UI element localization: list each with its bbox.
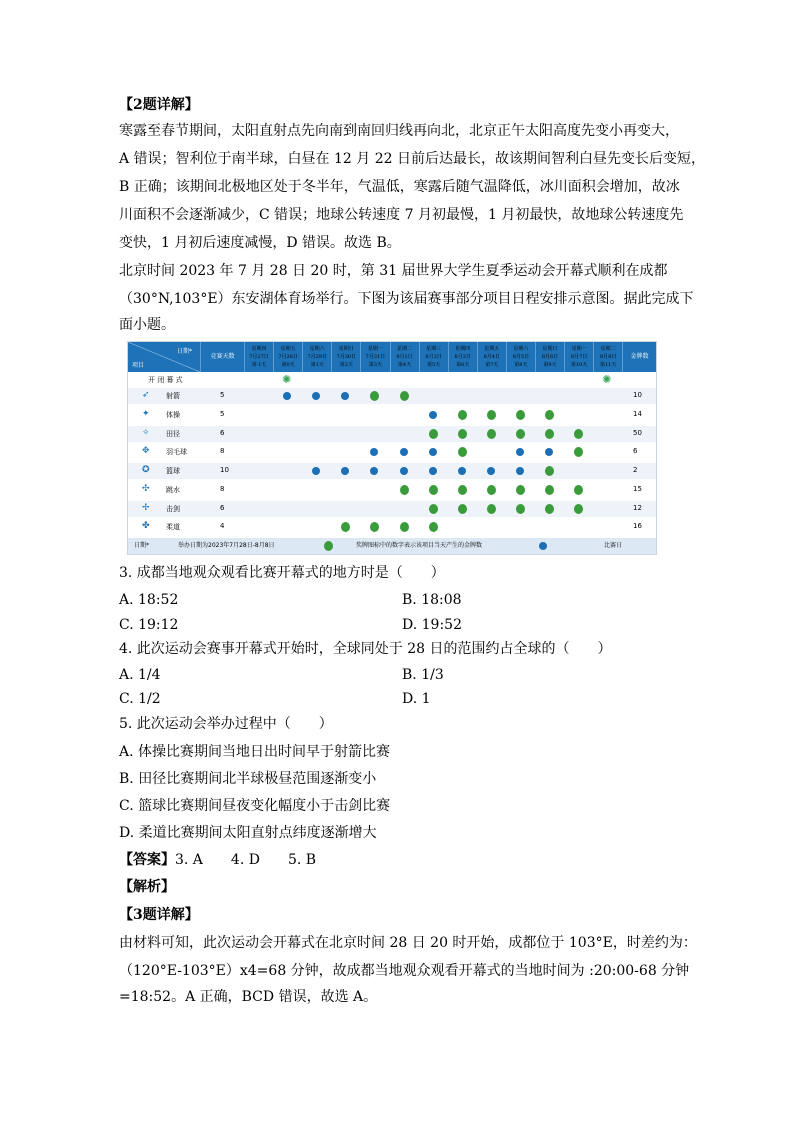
firework-icon: ✺ <box>602 373 612 386</box>
date-header-cell <box>506 342 535 372</box>
sport-icon: ✣ <box>142 483 150 494</box>
date-header-cell <box>390 342 419 372</box>
answer-line <box>119 847 679 873</box>
table-row <box>128 463 656 479</box>
match-day-dot <box>545 448 553 456</box>
date-header-day: 第10天 <box>570 362 588 368</box>
intro-line-3: 面小题。 <box>119 317 175 333</box>
q3-option-d: D. 19:52 <box>402 617 462 633</box>
medal-icon <box>574 447 583 457</box>
date-header-day: 第0天 <box>281 362 295 368</box>
ceremony-label: 开 闭 幕 式 <box>148 376 183 384</box>
q3-detail-line-2: （120°E-103°E）x4=68 分钟，故成都当地观众观看开幕式的当地时间为 :20:00-68 分钟 <box>119 963 690 979</box>
match-day-dot <box>283 392 291 400</box>
q3-detail-line-1: 由材料可知，此次运动会开幕式在北京时间 28 日 20 时开始，成都位于 103°E，时差约为： <box>119 935 697 951</box>
match-day-dot <box>312 467 320 475</box>
q3-detail-title: 【3题详解】 <box>119 907 199 923</box>
date-header-date: 8月6日 <box>541 354 559 360</box>
sport-icon: ✥ <box>142 446 150 457</box>
match-day-dot <box>370 448 378 456</box>
date-header-wk: 星期五 <box>484 346 500 352</box>
date-header-date: 8月2日 <box>425 354 442 360</box>
competition-days: 5 <box>220 391 225 399</box>
date-header-day: 第-1天 <box>251 362 267 368</box>
date-header-wk: 星期日 <box>542 346 558 352</box>
q5-option-a: A. 体操比赛期间当地日出时间早于射箭比赛 <box>119 744 391 760</box>
medal-icon <box>458 429 467 439</box>
q4-option-d: D. 1 <box>402 691 431 707</box>
sport-icon: ✧ <box>142 427 150 438</box>
date-header-day: 第3天 <box>368 362 382 368</box>
sport-icon: ✤ <box>142 521 150 532</box>
date-header-day: 第7天 <box>485 362 499 368</box>
medal-icon <box>370 391 379 401</box>
answer-values: 3. A 4. D 5. B <box>175 852 317 868</box>
medal-icon <box>487 429 496 439</box>
medal-icon <box>429 429 438 439</box>
medal-icon <box>429 504 438 514</box>
ceremony-row <box>128 372 656 388</box>
days-header: 竞赛天数 <box>200 342 244 372</box>
date-header-cell <box>564 342 593 372</box>
date-header-day: 第8天 <box>514 362 528 368</box>
sport-icon: ✪ <box>142 465 150 475</box>
legend-medal-icon <box>324 541 333 551</box>
schedule-table <box>127 341 657 555</box>
date-header-date: 8月7日 <box>570 354 588 360</box>
table-corner <box>128 342 200 372</box>
medal-icon <box>574 485 583 495</box>
medal-icon <box>458 485 467 495</box>
table-row <box>128 426 656 442</box>
competition-days: 8 <box>220 447 225 456</box>
match-day-dot <box>429 411 437 419</box>
date-header-wk: 星期一 <box>571 346 587 352</box>
q4-option-b: B. 1/3 <box>402 667 444 683</box>
date-header-wk: 星期四 <box>455 346 471 352</box>
medal-icon <box>458 447 467 457</box>
sport-name: 柔道 <box>166 523 180 532</box>
competition-days: 6 <box>220 503 225 512</box>
date-header-day: 第5天 <box>427 362 441 368</box>
medal-icon <box>458 504 467 514</box>
table-row <box>128 482 656 498</box>
date-header-cell <box>302 342 331 372</box>
medal-icon <box>487 410 496 420</box>
gold-header: 金牌数 <box>622 342 656 372</box>
medal-icon <box>400 522 409 532</box>
sport-name: 体操 <box>166 410 180 419</box>
foot-date: 日期* <box>134 542 150 549</box>
date-header-date: 8月8日 <box>600 354 617 360</box>
competition-days: 5 <box>220 409 225 418</box>
date-header-day: 第1天 <box>310 362 324 368</box>
medal-icon <box>516 429 525 439</box>
q3-option-c: C. 19:12 <box>119 617 179 633</box>
match-day-dot <box>370 467 378 475</box>
date-header-wk: 星期六 <box>513 346 529 352</box>
match-day-dot <box>487 467 495 475</box>
legend-dot-icon <box>539 542 547 550</box>
intro-line-1: 北京时间 2023 年 7 月 28 日 20 时，第 31 届世界大学生夏季运动会开幕式顺利在成都 <box>119 263 668 279</box>
q5-option-c: C. 篮球比赛期间昼夜变化幅度小于击剑比赛 <box>119 798 391 814</box>
match-day-dot <box>458 467 466 475</box>
date-header-wk: 星期二 <box>600 346 616 352</box>
medal-icon <box>545 466 554 476</box>
foot-medal-note: 奖牌图标中的数字表示该项目当天产生的金牌数 <box>356 542 483 549</box>
medal-icon <box>400 485 409 495</box>
match-day-dot <box>516 448 524 456</box>
date-header-date: 8月1日 <box>396 354 413 360</box>
date-header-day: 第9天 <box>543 362 557 368</box>
q5-option-d: D. 柔道比赛期间太阳直射点纬度逐渐增大 <box>119 825 377 841</box>
gold-count: 14 <box>633 409 642 418</box>
competition-days: 10 <box>220 466 229 474</box>
match-day-dot <box>312 392 320 400</box>
medal-icon <box>574 504 583 514</box>
q5-stem: 5. 此次运动会举办过程中（ ） <box>119 716 333 732</box>
match-day-dot <box>516 467 524 475</box>
date-header-date: 7月27日 <box>249 354 269 360</box>
date-header-wk: 星期五 <box>280 346 296 352</box>
q4-option-a: A. 1/4 <box>119 667 161 683</box>
q4-stem: 4. 此次运动会赛事开幕式开始时，全球同处于 28 日的范围约占全球的（ ） <box>119 641 612 657</box>
firework-icon: ✺ <box>282 373 292 386</box>
medal-icon <box>370 522 379 532</box>
q2-line-1: 寒露至春节期间，太阳直射点先向南到南回归线再向北，北京正午太阳高度先变小再变大， <box>119 123 679 139</box>
medal-icon <box>545 504 554 514</box>
sport-name: 篮球 <box>166 467 180 475</box>
match-day-dot <box>341 392 349 400</box>
medal-icon <box>545 485 554 495</box>
table-row <box>128 519 656 535</box>
date-header-date: 8月3日 <box>454 354 471 360</box>
medal-icon <box>516 485 525 495</box>
medal-icon <box>516 410 525 420</box>
date-header-cell <box>419 342 448 372</box>
sport-name: 羽毛球 <box>166 448 187 457</box>
date-header-cell <box>331 342 360 372</box>
date-header-cell <box>448 342 477 372</box>
q2-line-2: A 错误；智利位于南半球，白昼在 12 月 22 日前后达最长，故该期间智利白昼先变长后变短， <box>119 151 705 167</box>
gold-count: 50 <box>633 428 642 437</box>
medal-icon <box>516 504 525 514</box>
gold-count: 15 <box>633 484 642 493</box>
q3-option-a: A. 18:52 <box>119 592 179 608</box>
date-header-date: 7月30日 <box>336 354 357 360</box>
foot-note: 举办日期为2023年7月28日-8月8日 <box>178 542 275 549</box>
date-header-date: 7月28日 <box>278 354 298 360</box>
q3-option-b: B. 18:08 <box>402 592 462 608</box>
q2-line-4: 川面积不会逐渐减少，C 错误；地球公转速度 7 月初最慢，1 月初最快，故地球公转速度先 <box>119 207 684 223</box>
match-day-dot <box>341 467 349 475</box>
medal-icon <box>400 391 409 401</box>
match-day-dot <box>429 467 437 475</box>
date-header-date: 7月29日 <box>307 354 327 360</box>
analysis-label: 【解析】 <box>119 879 175 895</box>
date-header-cell <box>593 342 622 372</box>
sport-name: 跳水 <box>166 485 180 494</box>
q2-line-5: 变快，1 月初后速度减慢，D 错误。故选 B。 <box>119 235 401 251</box>
table-row <box>128 407 656 423</box>
competition-days: 6 <box>220 428 225 437</box>
medal-icon <box>341 522 350 532</box>
competition-days: 8 <box>220 484 225 493</box>
intro-line-2: （30°N,103°E）东安湖体育场举行。下图为该届赛事部分项目日程安排示意图。据此完成下 <box>119 291 694 307</box>
gold-count: 2 <box>633 466 638 474</box>
corner-date-label: 日期* <box>176 348 192 355</box>
table-footer <box>128 538 656 554</box>
date-header-day: 第6天 <box>456 362 470 368</box>
gold-count: 10 <box>633 391 642 399</box>
gold-count: 12 <box>633 503 642 512</box>
q2-detail-title: 【2题详解】 <box>119 97 199 113</box>
medal-icon <box>574 429 583 439</box>
answer-label: 【答案】 <box>119 852 175 868</box>
date-header-wk: 星期四 <box>251 346 267 352</box>
q2-line-3: B 正确；该期间北极地区处于冬半年，气温低，寒露后随气温降低，冰川面积会增加，故冰 <box>119 179 680 195</box>
date-header-date: 7月31日 <box>365 354 386 360</box>
medal-icon <box>545 429 554 439</box>
sport-icon: ➶ <box>142 390 150 400</box>
match-day-dot <box>429 448 437 456</box>
match-day-dot <box>400 448 408 456</box>
date-header-wk: 星期日 <box>338 346 354 352</box>
medal-icon <box>429 485 438 495</box>
date-header-day: 第11天 <box>600 362 617 368</box>
table-row <box>128 444 656 460</box>
medal-icon <box>545 410 554 420</box>
foot-dot-note: 比赛日 <box>604 542 623 549</box>
sport-icon: ✢ <box>142 502 150 513</box>
medal-icon <box>487 485 496 495</box>
competition-days: 4 <box>220 522 225 531</box>
date-header-wk: 星期三 <box>426 346 442 352</box>
gold-count: 16 <box>633 522 642 531</box>
date-header-wk: 星期二 <box>396 346 412 352</box>
sport-icon: ✦ <box>142 408 150 419</box>
date-header-date: 8月4日 <box>483 354 500 360</box>
table-row <box>128 501 656 517</box>
date-header-day: 第2天 <box>339 362 353 368</box>
q3-detail-line-3: =18:52。A 正确，BCD 错误，故选 A。 <box>119 989 378 1005</box>
medal-icon <box>458 410 467 420</box>
gold-count: 6 <box>633 447 638 456</box>
date-header-cell <box>535 342 564 372</box>
sport-name: 射箭 <box>166 392 180 400</box>
q3-stem: 3. 成都当地观众观看比赛开幕式的地方时是（ ） <box>119 565 445 581</box>
date-header-date: 8月5日 <box>512 354 530 360</box>
medal-icon <box>487 504 496 514</box>
date-header-wk: 星期六 <box>309 346 325 352</box>
match-day-dot <box>400 467 408 475</box>
date-header-cell <box>360 342 389 372</box>
date-header-wk: 星期一 <box>367 346 383 352</box>
medal-icon <box>429 522 438 532</box>
q5-option-b: B. 田径比赛期间北半球极昼范围逐渐变小 <box>119 771 377 787</box>
date-header-cell <box>273 342 302 372</box>
sport-name: 击剑 <box>166 504 180 513</box>
date-header-cell <box>477 342 506 372</box>
corner-item-label: 项目 <box>132 362 145 369</box>
q4-option-c: C. 1/2 <box>119 691 161 707</box>
table-row <box>128 388 656 404</box>
sport-name: 田径 <box>166 429 180 438</box>
date-header-cell <box>244 342 273 372</box>
date-header-day: 第4天 <box>397 362 412 368</box>
